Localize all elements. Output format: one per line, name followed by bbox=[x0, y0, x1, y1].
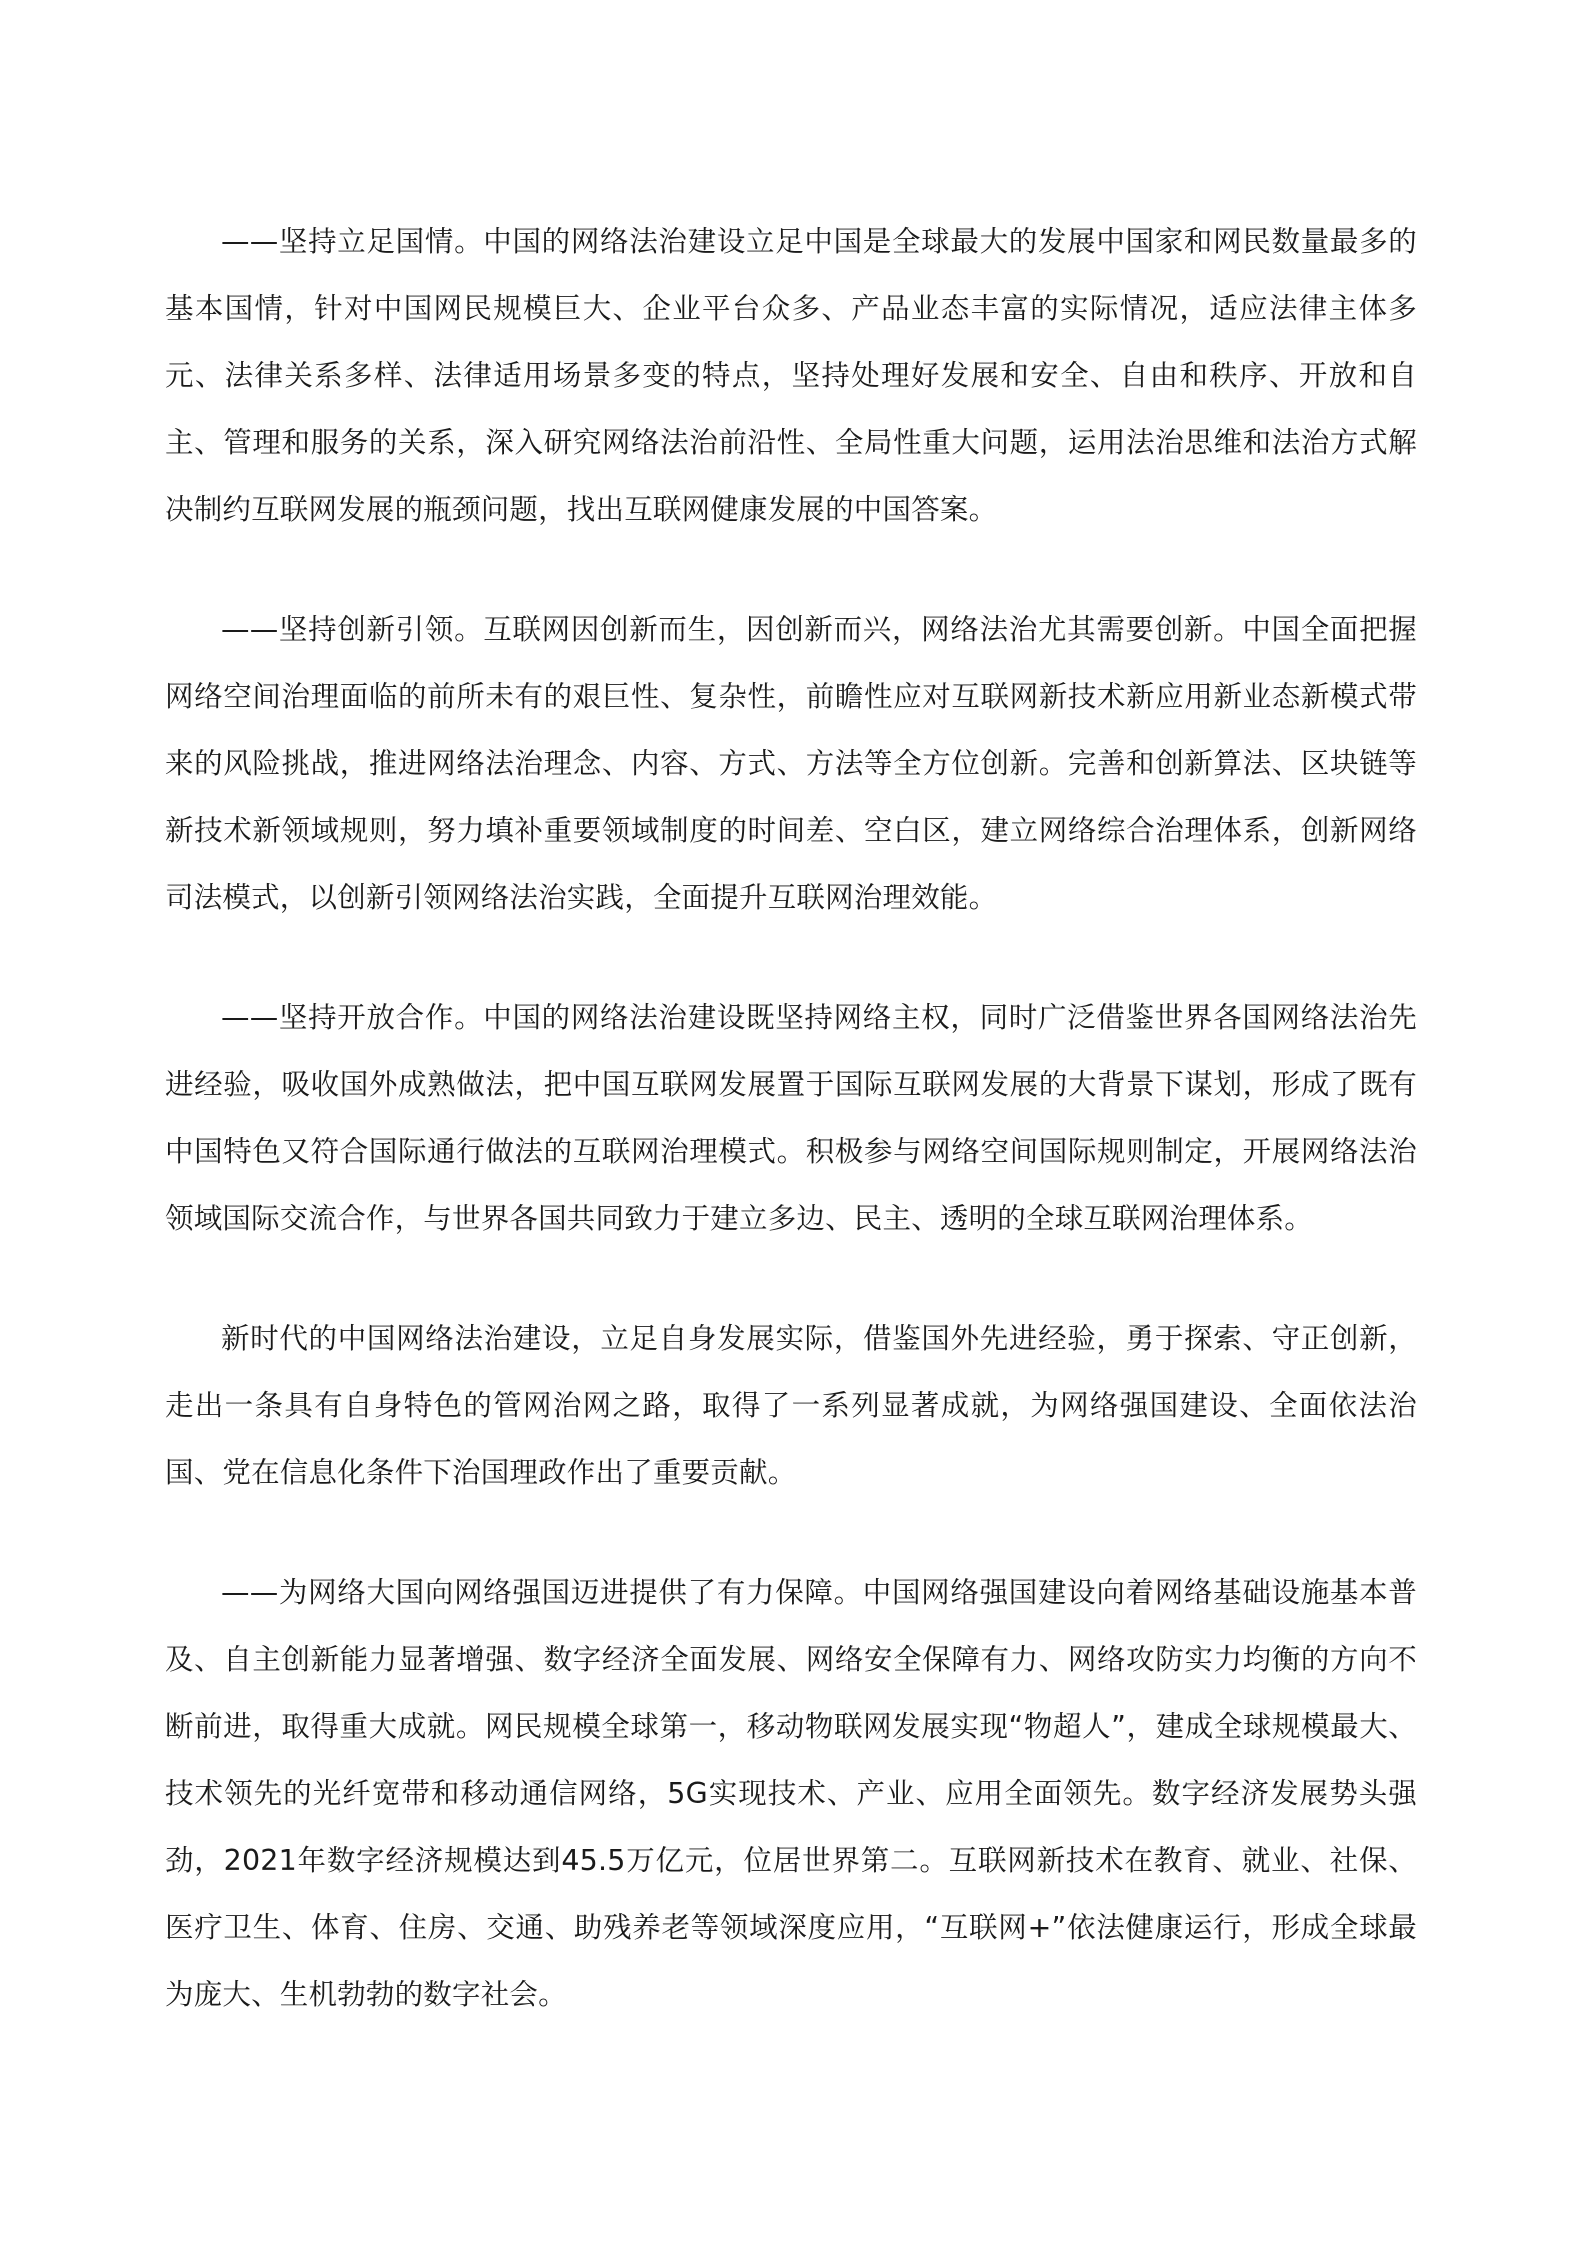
paragraph-cyber-power-guarantee: ——为网络大国向网络强国迈进提供了有力保障。中国网络强国建设向着网络基础设施基本普及、自主创新能力显著增强、数字经济全面发展、网络安全保障有力、网络攻防实力均衡的方向不断前进，取得重大成就。网民规模全球第一，移动物联网发展实现“物超人”，建成全球规模最大、技术领先的光纤宽带和移动通信网络，5G实现技术、产业、应用全面领先。数字经济发展势头强劲，2021年数字经济规模达到45.5万亿元，位居世界第二。互联网新技术在教育、就业、社保、医疗卫生、体育、住房、交通、助残养老等领域深度应用，“互联网+”依法健康运行，形成全球最为庞大、生机勃勃的数字社会。 bbox=[165, 1576, 1417, 2011]
paragraph-adhere-national-conditions: ——坚持立足国情。中国的网络法治建设立足中国是全球最大的发展中国家和网民数量最多的基本国情，针对中国网民规模巨大、企业平台众多、产品业态丰富的实际情况，适应法律主体多元、法律关系多样、法律适用场景多变的特点，坚持处理好发展和安全、自由和秩序、开放和自主、管理和服务的关系，深入研究网络法治前沿性、全局性重大问题，运用法治思维和法治方式解决制约互联网发展的瓶颈问题，找出互联网健康发展的中国答案。 bbox=[165, 225, 1417, 526]
paragraph-open-cooperation: ——坚持开放合作。中国的网络法治建设既坚持网络主权，同时广泛借鉴世界各国网络法治先进经验，吸收国外成熟做法，把中国互联网发展置于国际互联网发展的大背景下谋划，形成了既有中国特色又符合国际通行做法的互联网治理模式。积极参与网络空间国际规则制定，开展网络法治领域国际交流合作，与世界各国共同致力于建立多边、民主、透明的全球互联网治理体系。 bbox=[165, 1001, 1417, 1235]
document-body bbox=[165, 208, 1417, 2028]
paragraph-new-era-achievements: 新时代的中国网络法治建设，立足自身发展实际，借鉴国外先进经验，勇于探索、守正创新，走出一条具有自身特色的管网治网之路，取得了一系列显著成就，为网络强国建设、全面依法治国、党在信息化条件下治国理政作出了重要贡献。 bbox=[165, 1322, 1417, 1489]
paragraph-innovation-leading: ——坚持创新引领。互联网因创新而生，因创新而兴，网络法治尤其需要创新。中国全面把握网络空间治理面临的前所未有的艰巨性、复杂性，前瞻性应对互联网新技术新应用新业态新模式带来的风险挑战，推进网络法治理念、内容、方式、方法等全方位创新。完善和创新算法、区块链等新技术新领域规则，努力填补重要领域制度的时间差、空白区，建立网络综合治理体系，创新网络司法模式，以创新引领网络法治实践，全面提升互联网治理效能。 bbox=[165, 613, 1417, 914]
